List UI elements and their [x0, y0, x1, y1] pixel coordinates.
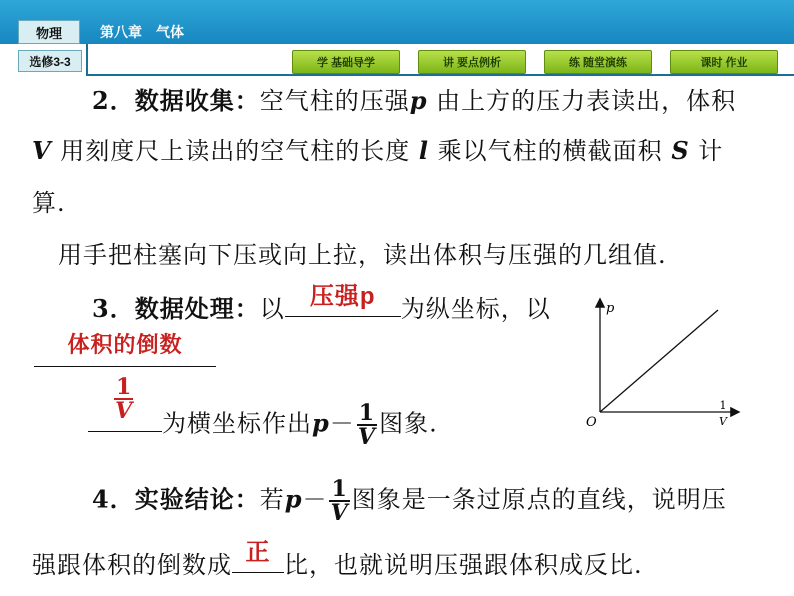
section3-line3: [88, 398, 438, 450]
fraction-denominator: V: [330, 500, 349, 526]
dash: －: [302, 485, 328, 514]
var: V: [32, 136, 52, 165]
section2-line4: 用手把柱塞向下压或向上拉，读出体积与压强的几组值.: [58, 241, 667, 269]
nav-button-basics[interactable]: 学 基础导学: [292, 50, 400, 74]
answer-2: 体积的倒数: [67, 332, 183, 357]
section2-line1: [92, 86, 736, 116]
text: 用刻度尺上读出的空气柱的长度: [60, 137, 411, 165]
section2-line3: 算.: [32, 189, 66, 217]
fraction: [329, 478, 349, 524]
section3-line1: [92, 283, 551, 324]
text: 为纵坐标，以: [400, 295, 551, 323]
x-axis-label-numerator: 1: [719, 399, 727, 412]
nav-button-practice[interactable]: 练 随堂演练: [544, 50, 652, 74]
blank-4: [232, 539, 284, 573]
divider: [86, 44, 88, 74]
section3-line2: [34, 332, 216, 374]
var: p: [312, 408, 330, 438]
x-axis-label-denominator: V: [719, 415, 727, 428]
y-axis-label: p: [606, 301, 615, 316]
fraction-numerator: 1: [358, 400, 376, 426]
blank-2: [34, 332, 216, 367]
section4-line1: [92, 478, 727, 524]
text: 由上方的压力表读出，体积: [436, 87, 737, 115]
blank-3: [88, 405, 162, 432]
blank-1: [285, 283, 401, 317]
p-vs-inverse-v-graph: [580, 290, 750, 440]
chapter-number: 第八章: [100, 24, 142, 40]
text: 乘以气柱的横截面积: [437, 137, 663, 165]
text: 若: [259, 485, 285, 514]
section2-line2: [32, 136, 723, 166]
section4-line2: [32, 539, 643, 580]
fraction-denominator: V: [357, 424, 376, 450]
nav-button-key-points[interactable]: 讲 要点例析: [418, 50, 526, 74]
section4-label: 4．实验结论：: [92, 484, 260, 514]
text: 以: [259, 295, 285, 323]
text: 计: [698, 137, 724, 165]
fraction-numerator: 1: [116, 374, 132, 400]
text: 强跟体积的倒数成: [32, 551, 232, 579]
nav-button-homework[interactable]: 课时 作业: [670, 50, 778, 74]
var: S: [671, 136, 690, 165]
origin-label: O: [586, 415, 597, 430]
fraction-denominator: V: [115, 398, 133, 424]
dash: －: [329, 409, 355, 438]
var: p: [284, 484, 303, 514]
text: 比，也就说明压强跟体积成反比.: [284, 551, 643, 579]
chapter-title: 气体: [156, 24, 184, 40]
text: 空气柱的压强: [259, 87, 410, 115]
text: 图象.: [379, 409, 438, 438]
graph-line: [600, 310, 718, 412]
section2-label: 2．数据收集：: [92, 86, 260, 115]
answer-4: 正: [245, 539, 271, 566]
fraction: [357, 402, 377, 448]
var: l: [418, 136, 430, 165]
text: 为横坐标作出: [162, 409, 312, 438]
var: p: [409, 86, 428, 115]
text: 图象是一条过原点的直线，说明压: [351, 485, 727, 514]
book-tag: 选修3-3: [18, 50, 82, 72]
chapter-heading: [100, 22, 184, 42]
subject-tag: 物理: [18, 20, 80, 44]
divider: [86, 74, 794, 76]
fraction-numerator: 1: [331, 476, 348, 502]
section3-label: 3．数据处理：: [92, 294, 260, 323]
answer-1: 压强p: [309, 283, 376, 310]
